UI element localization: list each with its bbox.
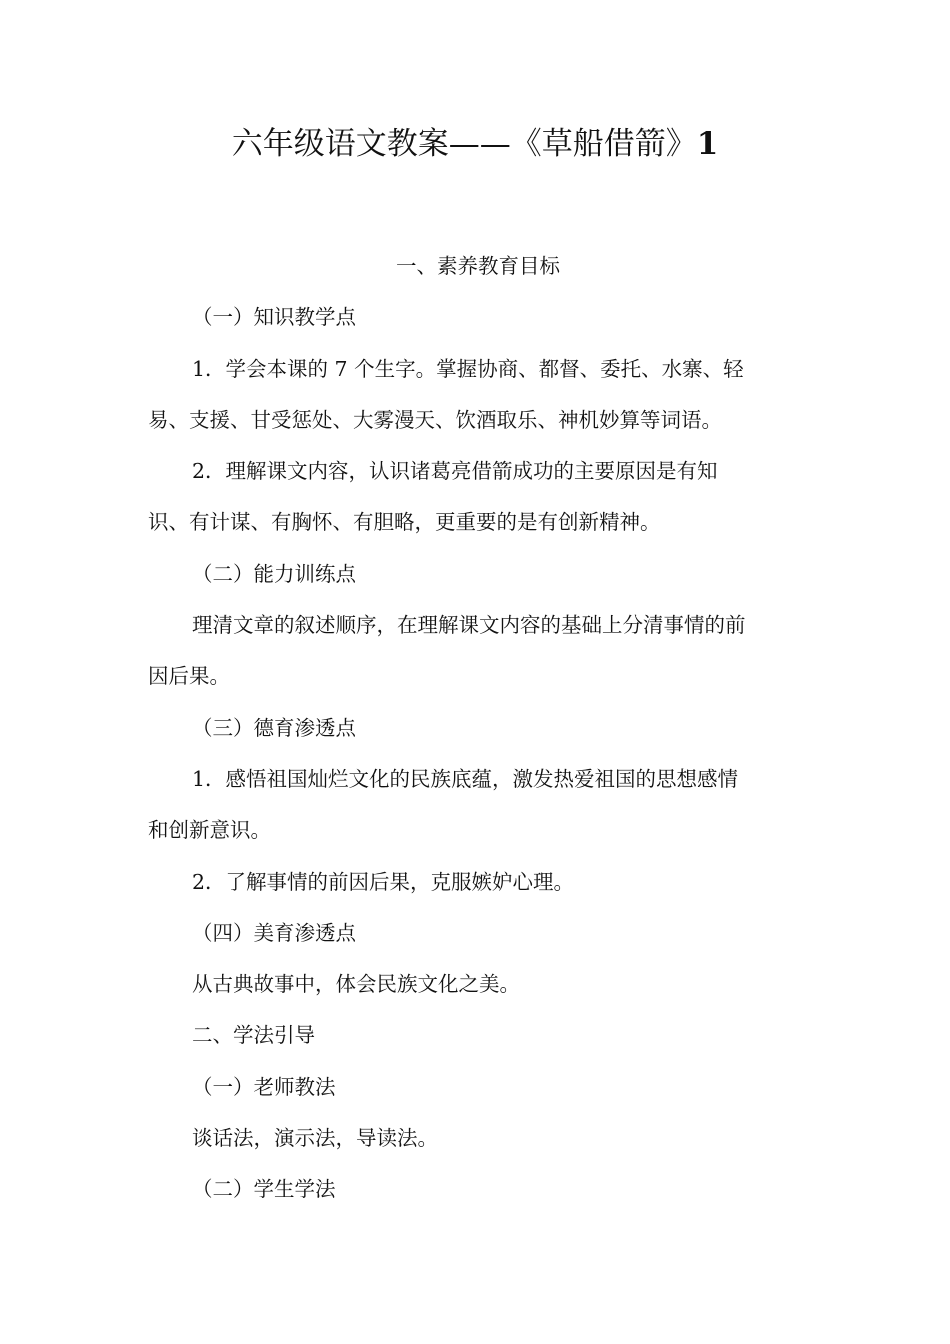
document-title [0, 118, 950, 170]
subheading-teacher-method: （一）老师教法 [192, 1074, 336, 1099]
paragraph-line: 易、支援、甘受惩处、大雾漫天、饮酒取乐、神机妙算等词语。 [148, 407, 722, 432]
subheading-knowledge: （一）知识教学点 [192, 305, 356, 330]
section-heading-1: 一、素养教育目标 [396, 254, 560, 278]
section-heading-2: 二、学法引导 [192, 1023, 315, 1048]
paragraph-line: 谈话法，演示法，导读法。 [192, 1126, 438, 1151]
title-text: 六年级语文教案——《草船借箭》 [231, 126, 697, 162]
paragraph-line: 识、有计谋、有胸怀、有胆略，更重要的是有创新精神。 [148, 510, 661, 535]
paragraph-line: 因后果。 [148, 664, 230, 689]
paragraph-line: 1．感悟祖国灿烂文化的民族底蕴，激发热爱祖国的思想感情 [192, 766, 739, 791]
paragraph-line: 理清文章的叙述顺序，在理解课文内容的基础上分清事情的前 [192, 613, 746, 638]
paragraph-line: 1．学会本课的 7 个生字。掌握协商、都督、委托、水寨、轻 [192, 356, 744, 381]
subheading-aesthetic: （四）美育渗透点 [192, 920, 356, 945]
paragraph-line: 2．了解事情的前因后果，克服嫉妒心理。 [192, 869, 575, 894]
subheading-ability: （二）能力训练点 [192, 561, 356, 586]
paragraph-line: 从古典故事中，体会民族文化之美。 [192, 972, 520, 997]
subheading-moral: （三）德育渗透点 [192, 715, 356, 740]
paragraph-line: 2．理解课文内容，认识诸葛亮借箭成功的主要原因是有知 [192, 459, 718, 484]
subheading-student-method: （二）学生学法 [192, 1177, 336, 1202]
document-body [148, 241, 808, 1216]
paragraph-line: 和创新意识。 [148, 818, 271, 843]
title-number: 1 [696, 126, 719, 162]
